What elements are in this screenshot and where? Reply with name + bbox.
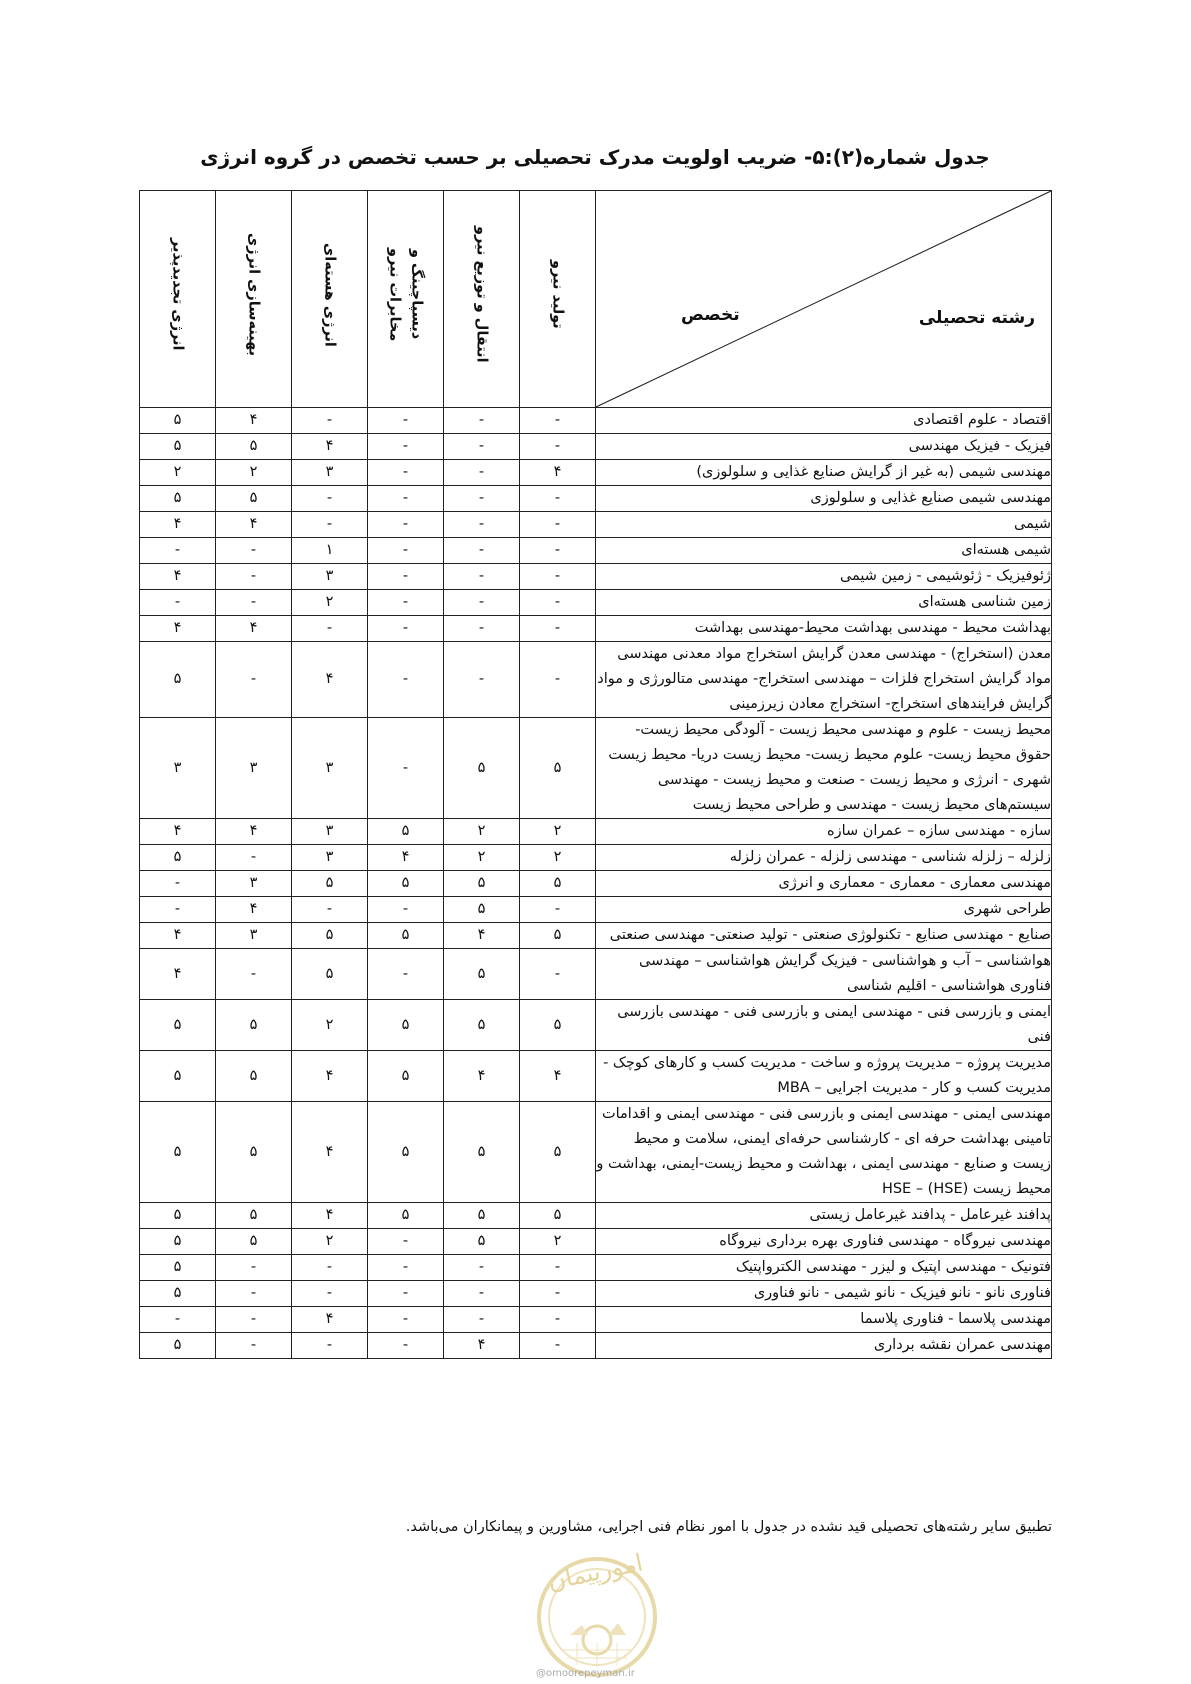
table-row: [140, 1229, 1052, 1255]
coefficient-cell: -: [520, 642, 596, 718]
coefficient-cell: ۴: [292, 642, 368, 718]
field-of-study-cell: پدافند غیرعامل - پدافند غیرعامل زیستی: [596, 1203, 1052, 1229]
coefficient-cell: ۴: [292, 1051, 368, 1102]
corner-header: [596, 191, 1052, 408]
coefficient-cell: -: [520, 1307, 596, 1333]
field-of-study-cell: فیزیک - فیزیک مهندسی: [596, 434, 1052, 460]
coefficient-cell: -: [520, 538, 596, 564]
field-of-study-cell: اقتصاد - علوم اقتصادی: [596, 408, 1052, 434]
coefficient-cell: ۴: [216, 897, 292, 923]
table-row: [140, 1203, 1052, 1229]
coefficient-cell: -: [292, 408, 368, 434]
table-row: [140, 1281, 1052, 1307]
column-header: [368, 191, 444, 408]
coefficient-cell: -: [444, 642, 520, 718]
coefficient-cell: -: [520, 949, 596, 1000]
table-row: [140, 949, 1052, 1000]
seal-logo: [522, 1535, 672, 1680]
coefficient-cell: -: [368, 408, 444, 434]
coefficient-cell: ۵: [140, 1281, 216, 1307]
coefficient-cell: ۴: [444, 1051, 520, 1102]
seal-text: امورپیمان: [545, 1548, 646, 1596]
table-title: جدول شماره(۲):۵- ضریب اولویت مدرک تحصیلی بر حسب تخصص در گروه انرژی: [200, 145, 990, 169]
coefficient-cell: ۵: [216, 1229, 292, 1255]
coefficient-cell: ۴: [140, 923, 216, 949]
coefficient-cell: ۲: [520, 819, 596, 845]
coefficient-cell: ۵: [520, 923, 596, 949]
coefficient-cell: -: [216, 949, 292, 1000]
coefficient-cell: ۵: [140, 434, 216, 460]
coefficient-cell: -: [444, 1307, 520, 1333]
coefficient-cell: -: [520, 1333, 596, 1359]
field-of-study-cell: زمین شناسی هسته‌ای: [596, 590, 1052, 616]
table-row: [140, 1051, 1052, 1102]
coefficient-cell: ۴: [292, 1102, 368, 1203]
field-of-study-cell: مهندسی عمران نقشه برداری: [596, 1333, 1052, 1359]
coefficient-cell: -: [216, 538, 292, 564]
column-header: [140, 191, 216, 408]
coefficient-cell: -: [368, 460, 444, 486]
watermark: @omoorepeyman.ir: [536, 1668, 635, 1679]
field-of-study-cell: مهندسی شیمی (به غیر از گرایش صنایع غذایی و سلولوزی): [596, 460, 1052, 486]
coefficient-cell: ۵: [368, 1203, 444, 1229]
table-row: [140, 1000, 1052, 1051]
coefficient-cell: ۵: [140, 642, 216, 718]
coefficient-cell: -: [520, 1255, 596, 1281]
coefficient-cell: -: [216, 1307, 292, 1333]
coefficient-cell: ۴: [368, 845, 444, 871]
diagonal-divider: [596, 191, 1051, 407]
column-header: [216, 191, 292, 408]
coefficient-cell: -: [520, 434, 596, 460]
coefficient-cell: ۲: [292, 590, 368, 616]
field-of-study-cell: ژئوفیزیک - ژئوشیمی - زمین شیمی: [596, 564, 1052, 590]
coefficient-cell: ۵: [216, 486, 292, 512]
field-of-study-cell: شیمی: [596, 512, 1052, 538]
coefficient-cell: -: [292, 512, 368, 538]
coefficient-cell: -: [368, 564, 444, 590]
coefficient-cell: -: [444, 616, 520, 642]
coefficient-cell: -: [216, 564, 292, 590]
coefficient-cell: ۵: [368, 871, 444, 897]
coefficient-cell: ۴: [292, 1203, 368, 1229]
coefficient-cell: -: [444, 564, 520, 590]
coefficient-cell: ۳: [216, 871, 292, 897]
coefficient-cell: ۴: [216, 408, 292, 434]
coefficient-cell: ۳: [292, 564, 368, 590]
coefficient-cell: ۵: [520, 871, 596, 897]
coefficient-cell: -: [368, 512, 444, 538]
table-row: [140, 819, 1052, 845]
coefficient-cell: -: [444, 538, 520, 564]
coefficient-cell: -: [216, 1255, 292, 1281]
coefficient-cell: -: [444, 486, 520, 512]
table-row: [140, 1102, 1052, 1203]
field-of-study-cell: مهندسی ایمنی - مهندسی ایمنی و بازرسی فنی - مهندسی ایمنی و اقدامات تامینی بهداشت حرفه ای - کارشناسی حرفه‌ای ایمنی، سلامت و محیط زیست و صنایع - مهندسی ایمنی ، بهداشت و محیط زیست-ایمنی، بهداشت و محیط زیست (HSE) – HSE: [596, 1102, 1052, 1203]
coefficient-cell: -: [520, 486, 596, 512]
coefficient-cell: ۵: [520, 1203, 596, 1229]
column-header-label: تولید نیرو: [549, 260, 566, 329]
coefficient-cell: ۵: [520, 718, 596, 819]
coefficient-cell: ۵: [140, 408, 216, 434]
coefficient-cell: ۴: [216, 512, 292, 538]
field-of-study-cell: شیمی هسته‌ای: [596, 538, 1052, 564]
coefficient-cell: ۵: [292, 949, 368, 1000]
coefficient-cell: -: [292, 897, 368, 923]
coefficient-cell: ۵: [444, 1203, 520, 1229]
coefficient-cell: ۵: [216, 1051, 292, 1102]
table-row: [140, 590, 1052, 616]
coefficient-cell: ۳: [292, 845, 368, 871]
coefficient-cell: ۲: [216, 460, 292, 486]
field-of-study-cell: فناوری نانو - نانو فیزیک - نانو شیمی - نانو فناوری: [596, 1281, 1052, 1307]
coefficient-cell: -: [368, 1307, 444, 1333]
coefficient-cell: ۲: [292, 1000, 368, 1051]
coefficient-cell: -: [216, 590, 292, 616]
coefficient-cell: ۵: [444, 897, 520, 923]
coefficient-cell: -: [520, 590, 596, 616]
coefficient-cell: ۳: [292, 460, 368, 486]
coefficient-cell: -: [140, 1307, 216, 1333]
coefficient-cell: -: [216, 845, 292, 871]
coefficient-cell: ۳: [216, 923, 292, 949]
coefficient-cell: ۵: [520, 1000, 596, 1051]
table-row: [140, 538, 1052, 564]
coefficient-cell: -: [520, 616, 596, 642]
coefficient-cell: ۵: [368, 1102, 444, 1203]
field-of-study-cell: هواشناسی – آب و هواشناسی - فیزیک گرایش هواشناسی – مهندسی فناوری هواشناسی - اقلیم شناسی: [596, 949, 1052, 1000]
coefficient-cell: -: [444, 1255, 520, 1281]
field-of-study-cell: مهندسی نیروگاه - مهندسی فناوری بهره برداری نیروگاه: [596, 1229, 1052, 1255]
field-of-study-cell: سازه - مهندسی سازه – عمران سازه: [596, 819, 1052, 845]
coefficient-cell: -: [292, 616, 368, 642]
header-row: [140, 191, 1052, 408]
coefficient-cell: ۴: [140, 819, 216, 845]
coefficient-cell: -: [368, 1229, 444, 1255]
coefficient-cell: -: [368, 642, 444, 718]
field-of-study-cell: مدیریت پروژه – مدیریت پروژه و ساخت - مدیریت کسب و کارهای کوچک - مدیریت کسب و کار - مدیریت اجرایی – MBA: [596, 1051, 1052, 1102]
coefficient-cell: -: [368, 590, 444, 616]
footnote: تطبیق سایر رشته‌های تحصیلی قید نشده در جدول با امور نظام فنی اجرایی، مشاورین و پیمانکاران می‌باشد.: [405, 1519, 1052, 1535]
coefficient-cell: ۴: [140, 512, 216, 538]
coefficient-cell: ۴: [292, 434, 368, 460]
field-of-study-cell: فتونیک - مهندسی اپتیک و لیزر - مهندسی الکترواپتیک: [596, 1255, 1052, 1281]
column-header-label: انرژی تجدیدپذیر: [169, 238, 186, 351]
coefficient-cell: ۴: [520, 460, 596, 486]
coefficient-cell: ۴: [140, 949, 216, 1000]
coefficient-cell: ۱: [292, 538, 368, 564]
table-row: [140, 718, 1052, 819]
coefficient-cell: -: [292, 1281, 368, 1307]
coefficient-cell: ۵: [140, 1051, 216, 1102]
coefficient-cell: -: [368, 434, 444, 460]
coefficient-cell: -: [444, 1281, 520, 1307]
coefficient-cell: -: [292, 486, 368, 512]
coefficient-cell: ۳: [216, 718, 292, 819]
coefficient-cell: ۴: [444, 1333, 520, 1359]
coefficient-cell: -: [444, 460, 520, 486]
table-row: [140, 1255, 1052, 1281]
coefficient-cell: -: [140, 538, 216, 564]
coefficient-cell: -: [368, 1255, 444, 1281]
coefficient-cell: -: [444, 590, 520, 616]
coefficient-cell: -: [368, 616, 444, 642]
coefficient-cell: -: [368, 718, 444, 819]
coefficient-cell: ۵: [140, 1000, 216, 1051]
coefficient-cell: ۵: [444, 1000, 520, 1051]
table-row: [140, 512, 1052, 538]
coefficient-cell: -: [444, 408, 520, 434]
coefficient-cell: -: [216, 642, 292, 718]
coefficient-cell: ۵: [444, 871, 520, 897]
coefficient-cell: -: [368, 949, 444, 1000]
coefficient-cell: ۵: [292, 923, 368, 949]
table-row: [140, 897, 1052, 923]
specialty-label: تخصص: [681, 305, 740, 325]
field-of-study-cell: بهداشت محیط - مهندسی بهداشت محیط-مهندسی بهداشت: [596, 616, 1052, 642]
coefficient-cell: ۵: [140, 486, 216, 512]
field-of-study-cell: ایمنی و بازرسی فنی - مهندسی ایمنی و بازرسی فنی - مهندسی بازرسی فنی: [596, 1000, 1052, 1051]
table-row: [140, 1333, 1052, 1359]
table-row: [140, 923, 1052, 949]
coefficient-cell: ۳: [292, 819, 368, 845]
coefficient-cell: ۵: [140, 1203, 216, 1229]
table-row: [140, 486, 1052, 512]
column-header: [292, 191, 368, 408]
coefficient-cell: ۵: [140, 1102, 216, 1203]
coefficient-cell: ۵: [140, 1255, 216, 1281]
coefficient-cell: -: [292, 1255, 368, 1281]
table-row: [140, 408, 1052, 434]
coefficient-cell: -: [368, 1333, 444, 1359]
coefficient-cell: -: [216, 1281, 292, 1307]
coefficient-cell: -: [140, 590, 216, 616]
field-of-study-cell: محیط زیست - علوم و مهندسی محیط زیست - آلودگی محیط زیست- حقوق محیط زیست- علوم محیط زیست- محیط زیست دریا- محیط زیست شهری - انرژی و محیط زیست - صنعت و محیط زیست - مهندسی سیستم‌های محیط زیست - مهندسی و طراحی محیط زیست: [596, 718, 1052, 819]
coefficient-cell: ۳: [140, 718, 216, 819]
field-of-study-cell: طراحی شهری: [596, 897, 1052, 923]
coefficient-cell: ۵: [216, 434, 292, 460]
field-of-study-cell: مهندسی شیمی صنایع غذایی و سلولوزی: [596, 486, 1052, 512]
coefficient-cell: ۴: [520, 1051, 596, 1102]
column-header-label: بهینه‌سازی انرژی: [245, 232, 262, 357]
coefficient-cell: ۲: [292, 1229, 368, 1255]
coefficient-cell: ۵: [444, 949, 520, 1000]
field-of-study-cell: مهندسی معماری - معماری - معماری و انرژی: [596, 871, 1052, 897]
coefficient-cell: -: [520, 897, 596, 923]
coefficient-cell: ۴: [140, 564, 216, 590]
column-header: [444, 191, 520, 408]
coefficient-cell: ۲: [444, 819, 520, 845]
coefficient-cell: -: [444, 434, 520, 460]
coefficient-cell: ۵: [520, 1102, 596, 1203]
coefficient-cell: -: [520, 512, 596, 538]
coefficient-cell: -: [368, 538, 444, 564]
table-row: [140, 871, 1052, 897]
table-body: [140, 408, 1052, 1359]
coefficient-cell: ۴: [216, 616, 292, 642]
column-header-label: دیسپاچینگ و مخابرات نیرو: [386, 247, 425, 342]
coefficient-cell: -: [520, 408, 596, 434]
coefficient-cell: ۵: [140, 1333, 216, 1359]
coefficient-cell: ۵: [216, 1000, 292, 1051]
coefficient-cell: ۵: [444, 718, 520, 819]
field-of-study-cell: صنایع - مهندسی صنایع - تکنولوژی صنعتی - تولید صنعتی- مهندسی صنعتی: [596, 923, 1052, 949]
field-of-study-cell: معدن (استخراج) - مهندسی معدن گرایش استخراج مواد معدنی مهندسی مواد گرایش استخراج فلزات – مهندسی استخراج- مهندسی متالورژی و مواد گرایش فرایندهای استخراج- استخراج معادن زیرزمینی: [596, 642, 1052, 718]
coefficient-cell: ۳: [292, 718, 368, 819]
table-row: [140, 845, 1052, 871]
column-header-label: انتقال و توزیع نیرو: [473, 226, 490, 363]
coefficient-cell: ۵: [140, 845, 216, 871]
coefficient-cell: -: [368, 1281, 444, 1307]
coefficient-cell: ۵: [368, 819, 444, 845]
coefficient-cell: ۲: [444, 845, 520, 871]
coefficient-cell: -: [368, 897, 444, 923]
coefficient-cell: -: [520, 1281, 596, 1307]
coefficient-cell: ۲: [520, 1229, 596, 1255]
field-of-study-cell: زلزله – زلزله شناسی - مهندسی زلزله - عمران زلزله: [596, 845, 1052, 871]
field-of-study-cell: مهندسی پلاسما - فناوری پلاسما: [596, 1307, 1052, 1333]
coefficient-cell: ۵: [368, 1000, 444, 1051]
coefficient-cell: ۵: [140, 1229, 216, 1255]
coefficient-cell: -: [140, 897, 216, 923]
coefficient-cell: ۲: [520, 845, 596, 871]
table-row: [140, 434, 1052, 460]
coefficient-cell: -: [520, 564, 596, 590]
coefficient-cell: ۴: [292, 1307, 368, 1333]
coefficient-cell: ۵: [292, 871, 368, 897]
coefficient-cell: -: [216, 1333, 292, 1359]
coefficient-cell: -: [292, 1333, 368, 1359]
table-row: [140, 564, 1052, 590]
coefficient-cell: ۵: [368, 1051, 444, 1102]
table-row: [140, 642, 1052, 718]
coefficient-cell: ۲: [140, 460, 216, 486]
coefficient-cell: -: [368, 486, 444, 512]
coefficient-cell: ۴: [444, 923, 520, 949]
table-row: [140, 616, 1052, 642]
column-header-label: انرژی هسته‌ای: [321, 242, 338, 347]
coefficient-cell: ۴: [140, 616, 216, 642]
coefficient-cell: -: [140, 871, 216, 897]
coefficient-cell: ۵: [216, 1102, 292, 1203]
field-label: رشته تحصیلی: [918, 308, 1035, 328]
table-row: [140, 1307, 1052, 1333]
priority-table: [139, 190, 1052, 1359]
coefficient-cell: ۴: [216, 819, 292, 845]
coefficient-cell: ۵: [216, 1203, 292, 1229]
table-row: [140, 460, 1052, 486]
coefficient-cell: -: [444, 512, 520, 538]
coefficient-cell: ۵: [444, 1229, 520, 1255]
coefficient-cell: ۵: [444, 1102, 520, 1203]
column-header: [520, 191, 596, 408]
coefficient-cell: ۵: [368, 923, 444, 949]
